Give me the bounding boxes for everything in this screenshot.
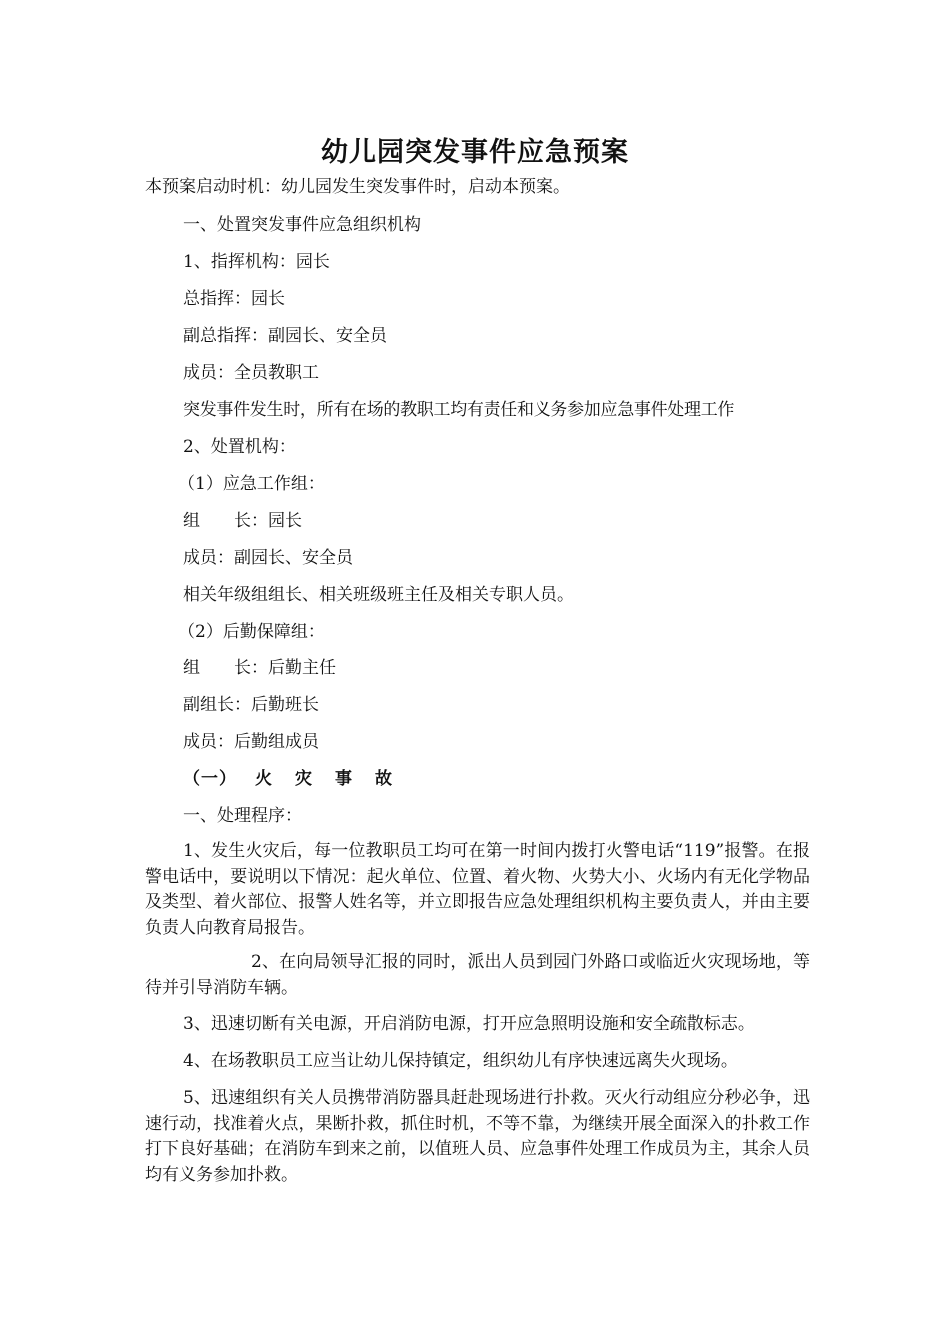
fire-step-5: 5、迅速组织有关人员携带消防器具赶赴现场进行扑救。灭火行动组应分秒必争，迅速行动，找准着火点，果断扑救，抓住时机，不等不靠，为继续开展全面深入的扑救工作打下良好基础；在消防车到来之前，以值班人员、应急事件处理工作成员为主，其余人员均有义务参加扑救。	[145, 1088, 810, 1185]
logistics-group-leader: 组 长：后勤主任	[183, 658, 336, 678]
command-deputy: 副总指挥：副园长、安全员	[183, 326, 387, 346]
fire-step-4: 4、在场教职员工应当让幼儿保持镇定，组织幼儿有序快速远离失火现场。	[183, 1051, 738, 1071]
fire-heading-char: 事	[335, 769, 353, 789]
handling-heading: 2、处置机构：	[183, 437, 296, 457]
logistics-group-heading: （2）后勤保障组：	[178, 622, 325, 642]
fire-accident-heading	[183, 766, 393, 792]
fire-step-2: 2、在向局领导汇报的同时，派出人员到园门外路口或临近火灾现场地，等待并引导消防车辆。	[145, 952, 810, 998]
command-chief: 总指挥：园长	[183, 289, 285, 309]
emergency-group-members: 成员：副园长、安全员	[183, 548, 353, 568]
command-duty: 突发事件发生时，所有在场的教职工均有责任和义务参加应急事件处理工作	[183, 400, 735, 420]
logistics-group-members: 成员：后勤组成员	[183, 732, 319, 752]
emergency-group-heading: （1）应急工作组：	[178, 474, 325, 494]
fire-step-3: 3、迅速切断有关电源，开启消防电源，打开应急照明设施和安全疏散标志。	[183, 1014, 755, 1034]
section-heading-organization: 一、处置突发事件应急组织机构	[183, 215, 421, 235]
document-title: 幼儿园突发事件应急预案	[321, 137, 629, 168]
fire-heading-char: 故	[375, 769, 393, 789]
fire-heading-prefix: （一）	[183, 769, 237, 789]
procedure-heading: 一、处理程序：	[183, 806, 302, 826]
command-heading: 1、指挥机构：园长	[183, 252, 330, 272]
emergency-group-extra: 相关年级组组长、相关班级班主任及相关专职人员。	[183, 585, 574, 605]
emergency-group-leader: 组 长：园长	[183, 511, 302, 531]
intro-text: 本预案启动时机：幼儿园发生突发事件时，启动本预案。	[145, 177, 570, 197]
fire-heading-char: 灾	[295, 769, 313, 789]
logistics-group-deputy: 副组长：后勤班长	[183, 695, 319, 715]
fire-step-1: 1、发生火灾后，每一位教职员工均可在第一时间内拨打火警电话“119”报警。在报警电话中，要说明以下情况：起火单位、位置、着火物、火势大小、火场内有无化学物品及类型、着火部位、报警人姓名等，并立即报告应急处理组织机构主要负责人，并由主要负责人向教育局报告。	[145, 841, 810, 938]
fire-heading-char: 火	[255, 769, 273, 789]
command-members: 成员：全员教职工	[183, 363, 319, 383]
